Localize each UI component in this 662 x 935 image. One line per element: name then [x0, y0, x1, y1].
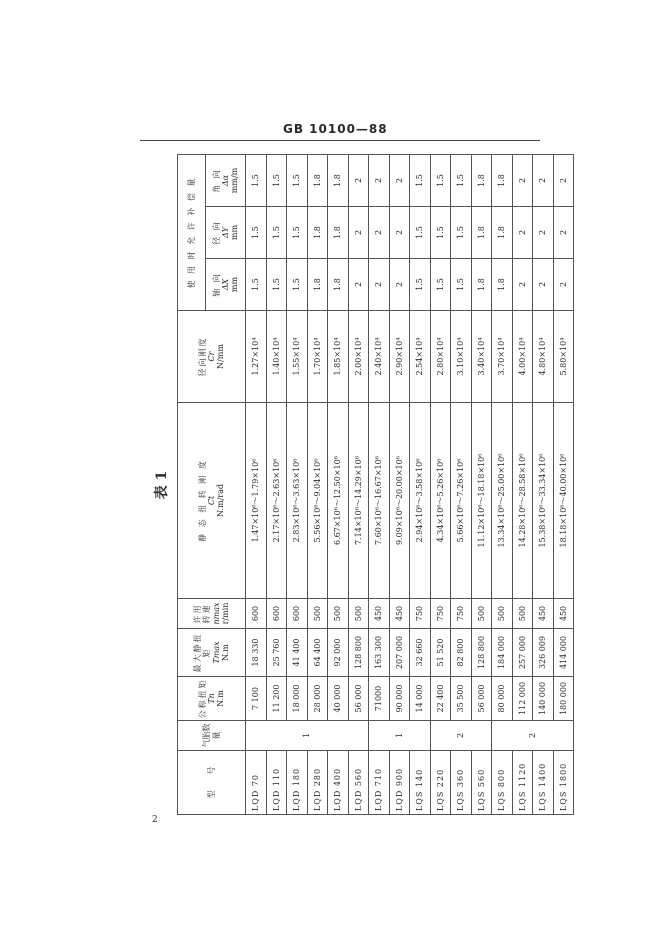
page-number: 2	[152, 815, 158, 825]
header-model: 型 号	[178, 751, 246, 815]
spec-table	[177, 154, 574, 815]
table-row	[533, 154, 554, 814]
speed-cell: 750	[430, 599, 451, 629]
table-row	[348, 154, 369, 814]
radial-stiffness-cell: 3.40×10⁴	[471, 311, 492, 403]
model-cell: LQD 280	[307, 751, 328, 815]
axial-cell: 1.5	[287, 259, 308, 311]
radial-cell: 1.5	[451, 207, 472, 259]
speed-cell: 600	[287, 599, 308, 629]
model-cell: LQD 710	[369, 751, 390, 815]
header-max-torque: 最大静扭矩 Tmax N.m	[178, 629, 246, 677]
max-torque-cell: 128 800	[348, 629, 369, 677]
angular-cell: 2	[512, 154, 533, 206]
nominal-torque-cell: 7 100	[246, 677, 267, 721]
nominal-torque-cell: 112 000	[512, 677, 533, 721]
radial-stiffness-cell: 1.27×10⁴	[246, 311, 267, 403]
radial-stiffness-cell: 3.70×10⁴	[492, 311, 513, 403]
table-row	[287, 154, 308, 814]
max-torque-cell: 163 300	[369, 629, 390, 677]
max-torque-cell: 18 330	[246, 629, 267, 677]
angular-cell: 2	[533, 154, 554, 206]
speed-cell: 500	[492, 599, 513, 629]
radial-cell: 2	[512, 207, 533, 259]
table-row	[451, 154, 472, 814]
header-rule	[140, 140, 540, 141]
header-radial: 径 向 ΔY mm	[206, 207, 246, 259]
nominal-torque-cell: 90 000	[389, 677, 410, 721]
header-angular: 角 向 Δα mm/m	[206, 154, 246, 206]
static-stiffness-cell: 9.09×10⁶～20.00×10⁶	[389, 403, 410, 599]
table-row	[246, 154, 267, 814]
model-cell: LQS 220	[430, 751, 451, 815]
nominal-torque-cell: 35 500	[451, 677, 472, 721]
airbag-count-cell: 1	[369, 721, 431, 751]
static-stiffness-cell: 2.17×10⁶～2.63×10⁶	[266, 403, 287, 599]
table-row	[369, 154, 390, 814]
radial-cell: 2	[553, 207, 574, 259]
speed-cell: 450	[369, 599, 390, 629]
model-cell: LQS 360	[451, 751, 472, 815]
static-stiffness-cell: 6.67×10⁶～12.50×10⁶	[328, 403, 349, 599]
nominal-torque-cell: 56 000	[348, 677, 369, 721]
static-stiffness-cell: 5.66×10⁶～7.26×10⁶	[451, 403, 472, 599]
radial-cell: 1.5	[246, 207, 267, 259]
radial-stiffness-cell: 1.40×10⁴	[266, 311, 287, 403]
max-torque-cell: 32 660	[410, 629, 431, 677]
model-cell: LQS 560	[471, 751, 492, 815]
static-stiffness-cell: 2.83×10⁶～3.63×10⁶	[287, 403, 308, 599]
model-cell: LQD 180	[287, 751, 308, 815]
static-stiffness-cell: 11.12×10⁶～18.18×10⁶	[471, 403, 492, 599]
nominal-torque-cell: 14 000	[410, 677, 431, 721]
table-body	[246, 154, 574, 814]
table-row	[492, 154, 513, 814]
radial-cell: 1.5	[410, 207, 431, 259]
speed-cell: 500	[328, 599, 349, 629]
table-row	[471, 154, 492, 814]
header-speed: 许用转速 nmax r/min	[178, 599, 246, 629]
axial-cell: 2	[512, 259, 533, 311]
radial-cell: 2	[533, 207, 554, 259]
radial-stiffness-cell: 1.70×10⁴	[307, 311, 328, 403]
axial-cell: 1.5	[246, 259, 267, 311]
nominal-torque-cell: 18 000	[287, 677, 308, 721]
max-torque-cell: 25 760	[266, 629, 287, 677]
radial-cell: 1.5	[266, 207, 287, 259]
axial-cell: 1.5	[430, 259, 451, 311]
radial-stiffness-cell: 5.80×10⁴	[553, 311, 574, 403]
angular-cell: 1.5	[266, 154, 287, 206]
max-torque-cell: 41 400	[287, 629, 308, 677]
radial-stiffness-cell: 1.85×10⁴	[328, 311, 349, 403]
radial-cell: 1.5	[287, 207, 308, 259]
axial-cell: 1.8	[328, 259, 349, 311]
speed-cell: 500	[512, 599, 533, 629]
radial-cell: 1.8	[328, 207, 349, 259]
radial-stiffness-cell: 2.80×10⁴	[430, 311, 451, 403]
nominal-torque-cell: 71000	[369, 677, 390, 721]
header-airbags: 气胎数量	[178, 721, 246, 751]
model-cell: LQS 1400	[533, 751, 554, 815]
speed-cell: 450	[389, 599, 410, 629]
table-row	[266, 154, 287, 814]
model-cell: LQD 110	[266, 751, 287, 815]
model-cell: LQS 1120	[512, 751, 533, 815]
radial-cell: 1.8	[471, 207, 492, 259]
speed-cell: 600	[266, 599, 287, 629]
max-torque-cell: 51 520	[430, 629, 451, 677]
speed-cell: 600	[246, 599, 267, 629]
axial-cell: 1.5	[266, 259, 287, 311]
axial-cell: 1.8	[492, 259, 513, 311]
angular-cell: 1.8	[328, 154, 349, 206]
max-torque-cell: 64 400	[307, 629, 328, 677]
airbag-count-cell: 2	[430, 721, 492, 751]
max-torque-cell: 207 000	[389, 629, 410, 677]
radial-cell: 2	[389, 207, 410, 259]
model-cell: LQD 900	[389, 751, 410, 815]
model-cell: LQD 70	[246, 751, 267, 815]
axial-cell: 1.8	[307, 259, 328, 311]
speed-cell: 450	[533, 599, 554, 629]
model-cell: LQS 1800	[553, 751, 574, 815]
radial-stiffness-cell: 2.40×10⁴	[369, 311, 390, 403]
radial-cell: 2	[369, 207, 390, 259]
angular-cell: 2	[348, 154, 369, 206]
airbag-count-cell: 1	[246, 721, 369, 751]
axial-cell: 2	[348, 259, 369, 311]
model-cell: LQD 400	[328, 751, 349, 815]
angular-cell: 1.5	[410, 154, 431, 206]
speed-cell: 750	[410, 599, 431, 629]
static-stiffness-cell: 2.94×10⁶～3.58×10⁶	[410, 403, 431, 599]
radial-stiffness-cell: 2.54×10⁴	[410, 311, 431, 403]
table-row	[389, 154, 410, 814]
nominal-torque-cell: 140 000	[533, 677, 554, 721]
max-torque-cell: 414 000	[553, 629, 574, 677]
table-row	[410, 154, 431, 814]
radial-stiffness-cell: 4.00×10⁴	[512, 311, 533, 403]
static-stiffness-cell: 18.18×10⁶～40.00×10⁶	[553, 403, 574, 599]
axial-cell: 2	[369, 259, 390, 311]
radial-cell: 1.5	[430, 207, 451, 259]
radial-stiffness-cell: 4.80×10⁴	[533, 311, 554, 403]
radial-stiffness-cell: 3.10×10⁴	[451, 311, 472, 403]
axial-cell: 2	[533, 259, 554, 311]
angular-cell: 1.8	[307, 154, 328, 206]
axial-cell: 1.8	[471, 259, 492, 311]
static-stiffness-cell: 7.60×10⁶～16.67×10⁶	[369, 403, 390, 599]
nominal-torque-cell: 180 000	[553, 677, 574, 721]
table-row	[512, 154, 533, 814]
nominal-torque-cell: 40 000	[328, 677, 349, 721]
nominal-torque-cell: 56 000	[471, 677, 492, 721]
radial-cell: 1.8	[492, 207, 513, 259]
static-stiffness-cell: 1.47×10⁶～1.79×10⁶	[246, 403, 267, 599]
page-header: GB 10100—88	[283, 122, 388, 136]
model-cell: LQD 560	[348, 751, 369, 815]
angular-cell: 1.5	[287, 154, 308, 206]
table-title: 表 1	[154, 470, 170, 500]
max-torque-cell: 92 000	[328, 629, 349, 677]
radial-cell: 1.8	[307, 207, 328, 259]
angular-cell: 2	[369, 154, 390, 206]
radial-stiffness-cell: 2.00×10⁴	[348, 311, 369, 403]
rotated-table-container	[147, 155, 568, 815]
header-static-stiffness: 静 态 扭 转 刚 度 Ct N.m/rad	[178, 403, 246, 599]
static-stiffness-cell: 14.28×10⁶～28.58×10⁶	[512, 403, 533, 599]
radial-stiffness-cell: 2.90×10⁴	[389, 311, 410, 403]
axial-cell: 1.5	[451, 259, 472, 311]
max-torque-cell: 326 009	[533, 629, 554, 677]
static-stiffness-cell: 5.56×10⁶～9.04×10⁶	[307, 403, 328, 599]
angular-cell: 1.5	[246, 154, 267, 206]
max-torque-cell: 82 800	[451, 629, 472, 677]
speed-cell: 500	[307, 599, 328, 629]
speed-cell: 500	[348, 599, 369, 629]
angular-cell: 1.8	[492, 154, 513, 206]
speed-cell: 500	[471, 599, 492, 629]
speed-cell: 750	[451, 599, 472, 629]
angular-cell: 2	[553, 154, 574, 206]
table-row	[307, 154, 328, 814]
axial-cell: 2	[389, 259, 410, 311]
table-row	[430, 154, 451, 814]
static-stiffness-cell: 7.14×10⁶～14.29×10⁶	[348, 403, 369, 599]
angular-cell: 1.5	[451, 154, 472, 206]
header-compensation: 使 用 时 允 许 补 偿 量	[178, 154, 206, 310]
max-torque-cell: 184 000	[492, 629, 513, 677]
airbag-count-cell: 2	[492, 721, 574, 751]
nominal-torque-cell: 22 400	[430, 677, 451, 721]
axial-cell: 1.5	[410, 259, 431, 311]
axial-cell: 2	[553, 259, 574, 311]
radial-cell: 2	[348, 207, 369, 259]
header-axial: 轴 向 ΔX mm	[206, 259, 246, 311]
nominal-torque-cell: 80 000	[492, 677, 513, 721]
static-stiffness-cell: 13.34×10⁶～25.00×10⁶	[492, 403, 513, 599]
speed-cell: 450	[553, 599, 574, 629]
model-cell: LQS 800	[492, 751, 513, 815]
nominal-torque-cell: 28 000	[307, 677, 328, 721]
nominal-torque-cell: 11 200	[266, 677, 287, 721]
model-cell: LQS 140	[410, 751, 431, 815]
header-radial-stiffness: 径向刚度 Cr N/mm	[178, 311, 246, 403]
angular-cell: 1.8	[471, 154, 492, 206]
static-stiffness-cell: 15.38×10⁶～33.34×10⁶	[533, 403, 554, 599]
static-stiffness-cell: 4.34×10⁶～5.26×10⁶	[430, 403, 451, 599]
header-nominal-torque: 公称扭矩 Tn N.m	[178, 677, 246, 721]
table-row	[553, 154, 574, 814]
radial-stiffness-cell: 1.55×10⁴	[287, 311, 308, 403]
angular-cell: 1.5	[430, 154, 451, 206]
max-torque-cell: 128 800	[471, 629, 492, 677]
max-torque-cell: 257 000	[512, 629, 533, 677]
angular-cell: 2	[389, 154, 410, 206]
table-row	[328, 154, 349, 814]
